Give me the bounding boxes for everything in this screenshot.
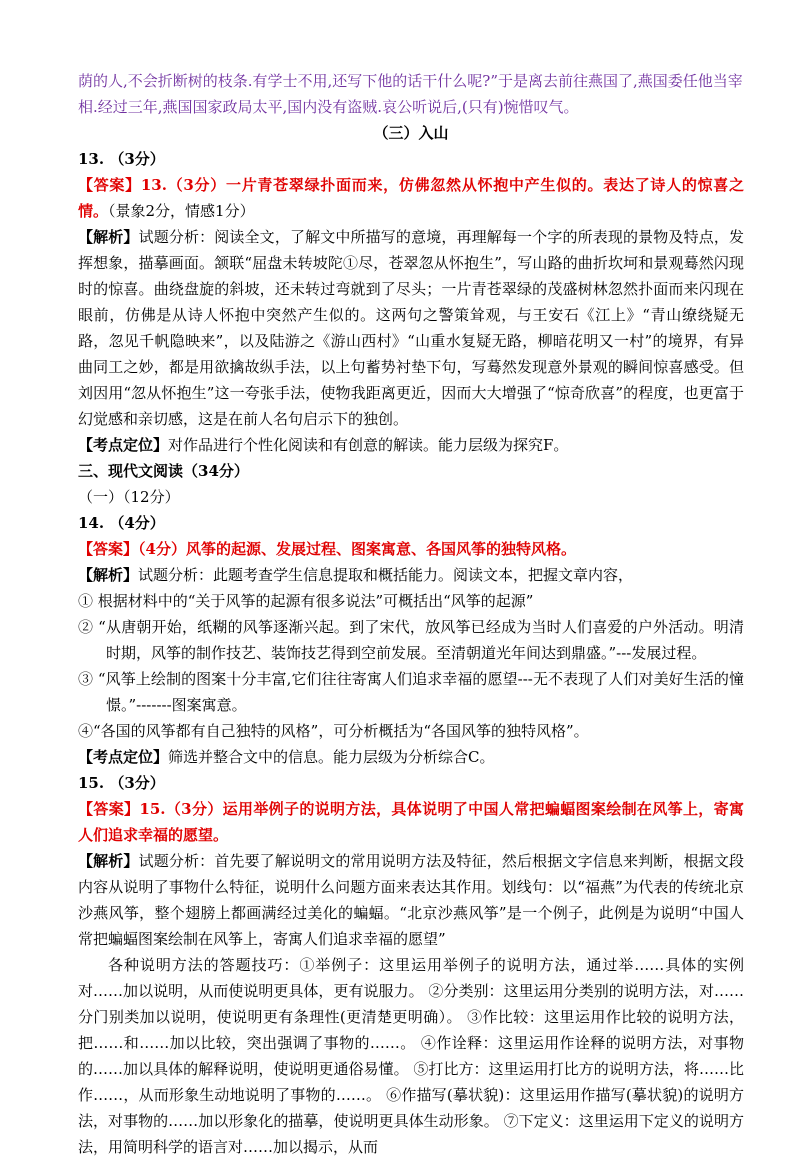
answer-tag: 【答案】 bbox=[78, 540, 139, 558]
q14-item-2: ② “从唐朝开始，纸糊的风筝逐渐兴起。到了宋代，放风筝已经成为当时人们喜爱的户外活动。明清时期，风筝的制作技艺、装饰技艺得到空前发展。至清朝道光年间达到鼎盛。”---发展过程。 bbox=[78, 618, 744, 662]
q15-analysis-text: 试题分析：首先要了解说明文的常用说明方法及特征，然后根据文字信息来判断，根据文段内容从说明了事物什么特征，说明什么问题方面来表达其作用。划线句：以“福燕”为代表的传统北京沙燕风筝，整个翅膀上都画满经过美化的蝙蝠。“北京沙燕风筝”是一个例子，此例是为说明“中国人常把蝙蝠图案绘制在风筝上，寄寓人们追求幸福的愿望” bbox=[78, 852, 744, 948]
analysis-tag: 【解析】 bbox=[78, 566, 139, 584]
q15-methods: 各种说明方法的答题技巧：①举例子：这里运用举例子的说明方法，通过举……具体的实例对……加以说明，从而使说明更具体，更有说服力。 ②分类别：这里运用分类别的说明方法，对……分门别类加以说明，使说明更有条理性(更清楚更明确）。 ③作比较：这里运用作比较的说明方法，把……和……加以比较，突出强调了事物的……。 ④作诠释：这里运用作诠释的说明方法，对事物的……加以具体的解释说明，使说明更通俗易懂。 ⑤打比方：这里运用打比方的说明方法，将……比作……，从而形象生动地说明了事物的……。 ⑥作描写(摹状貌)：这里运用作描写(摹状貌)的说明方法，对事物的……加以形象化的描摹，使说明更具体生动形象。 ⑦下定义：这里运用下定义的说明方法，用简明科学的语言对……加以揭示，从而 bbox=[78, 956, 744, 1156]
q14-answer bbox=[78, 536, 744, 562]
q14-answer-text: （4分）风筝的起源、发展过程、图案寓意、各国风筝的独特风格。 bbox=[138, 540, 576, 558]
section-title: （三）入山 bbox=[373, 124, 449, 142]
keypoint-tag: 【考点定位】 bbox=[78, 748, 169, 766]
q13-heading: 13. （3分） bbox=[78, 150, 165, 168]
q15-answer bbox=[78, 796, 744, 848]
intro-line-1: 荫的人,不会折断树的枝条.有学士不用,还写下他的话干什么呢?”于是离去前往燕国了,燕国委任他当宰 bbox=[78, 72, 743, 90]
q13-analysis bbox=[78, 224, 744, 432]
intro-line-2: 相.经过三年,燕国国家政局太平,国内没有盗贼.哀公听说后,(只有)惋惜叹气。 bbox=[78, 98, 579, 116]
q14-heading: 14. （4分） bbox=[78, 514, 165, 532]
answer-tag: 【答案】 bbox=[78, 800, 140, 818]
q14-keypoint bbox=[78, 744, 744, 770]
q14-analysis-text: 试题分析：此题考查学生信息提取和概括能力。阅读文本，把握文章内容， bbox=[138, 566, 634, 584]
q13-keypoint bbox=[78, 432, 744, 458]
q15-analysis bbox=[78, 848, 744, 952]
q13-analysis-text: 试题分析：阅读全文，了解文中所描写的意境，再理解每一个字的所表现的景物及特点，发挥想象，描摹画面。颔联“屈盘未转坡陀①尽，苍翠忽从怀抱生”，写山路的曲折坎坷和景观蓦然闪现时的惊喜。曲绕盘旋的斜坡，还未转过弯就到了尽头；一片青苍翠绿的茂盛树林忽然扑面而来闪现在眼前，仿佛是从诗人怀抱中突然产生似的。这两句之警策耸观，与王安石《江上》“青山缭绕疑无路，忽见千帆隐映来”，以及陆游之《游山西村》“山重水复疑无路，柳暗花明又一村”的境界，有异曲同工之妙，都是用欲擒故纵手法，以上句蓄势衬垫下句，写蓦然发现意外景观的瞬间惊喜感受。但刘因用“忽从怀抱生”这一夸张手法，使物我距离更近，因而大大增强了“惊奇欣喜”的程度，也更富于幻觉感和亲切感，这是在前人名句启示下的独创。 bbox=[78, 228, 744, 428]
analysis-tag: 【解析】 bbox=[78, 852, 139, 870]
q13-answer bbox=[78, 172, 744, 224]
q14-item-1: ① 根据材料中的“关于风筝的起源有很多说法”可概括出“风筝的起源” bbox=[78, 592, 534, 610]
q14-analysis bbox=[78, 562, 744, 588]
q13-answer-text: 13.（3分）一片青苍翠绿扑面而来，仿佛忽然从怀抱中产生似的。表达了诗人的惊喜之情。 bbox=[78, 176, 744, 220]
document-page bbox=[78, 68, 744, 1160]
analysis-tag: 【解析】 bbox=[78, 228, 139, 246]
q15-answer-text: 15.（3分）运用举例子的说明方法，具体说明了中国人常把蝙蝠图案绘制在风筝上，寄寓人们追求幸福的愿望。 bbox=[78, 800, 744, 844]
q15-heading: 15. （3分） bbox=[78, 774, 165, 792]
q13-keypoint-text: 对作品进行个性化阅读和有创意的解读。能力层级为探究F。 bbox=[168, 436, 569, 454]
q14-keypoint-text: 筛选并整合文中的信息。能力层级为分析综合C。 bbox=[168, 748, 495, 766]
q14-item-3: ③ “风筝上绘制的图案十分丰富,它们往往寄寓人们追求幸福的愿望---无不表现了人们对美好生活的憧憬。”-------图案寓意。 bbox=[78, 670, 744, 714]
part3-title: 三、现代文阅读（34分） bbox=[78, 462, 249, 480]
q14-item-4: ④“各国的风筝都有自己独特的风格”，可分析概括为“各国风筝的独特风格”。 bbox=[78, 722, 589, 740]
sub1-title: （一）（12分） bbox=[78, 488, 180, 506]
answer-tag: 【答案】 bbox=[78, 176, 141, 194]
keypoint-tag: 【考点定位】 bbox=[78, 436, 169, 454]
q13-answer-note: （景象2分，情感1分） bbox=[108, 202, 255, 220]
